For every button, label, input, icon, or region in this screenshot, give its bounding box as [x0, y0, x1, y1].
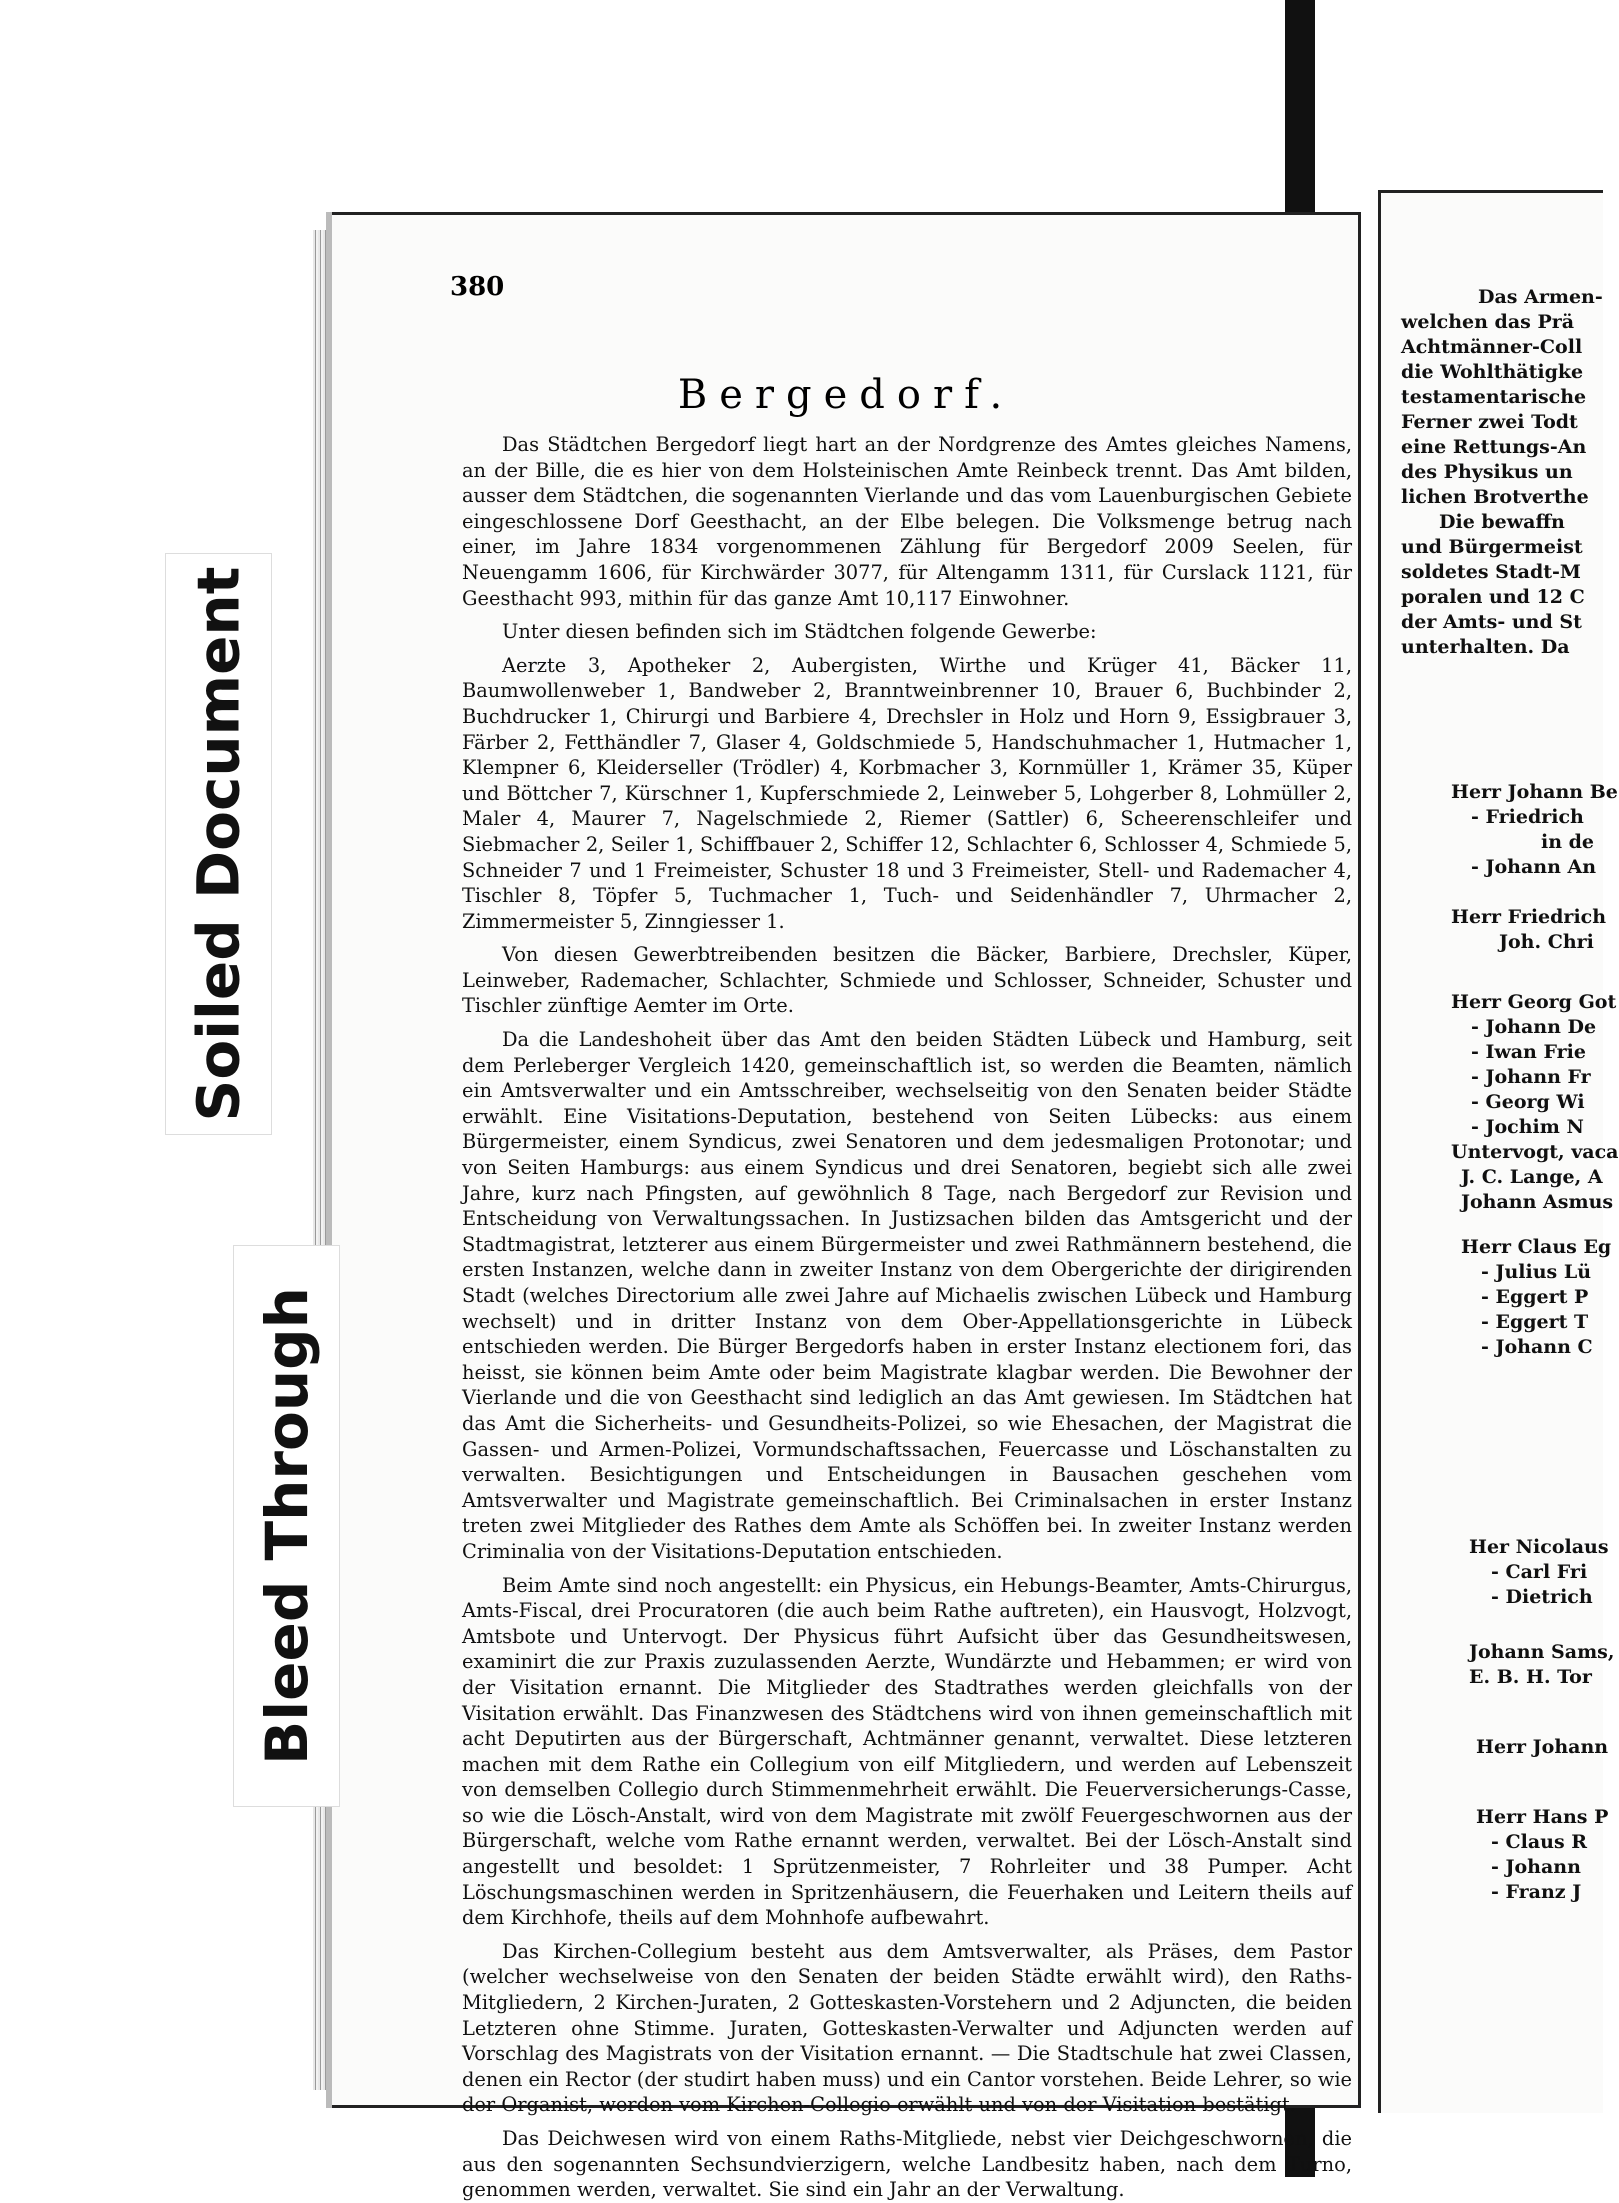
right-page-line: eine Rettungs-An — [1401, 436, 1587, 458]
right-page-line: - Johann — [1491, 1856, 1581, 1878]
right-page-line: in de — [1541, 831, 1595, 853]
page-number: 380 — [450, 272, 505, 302]
right-page-line: der Amts- und St — [1401, 611, 1582, 633]
paragraph-church: Das Kirchen-Collegium besteht aus dem Amtsverwalter, als Präses, dem Pastor (welcher wechselweise von den Senaten der beiden Städte erwählt wird), den Raths-Mitgliedern, 2 Kirchen-Juraten, 2 Gotteskasten-Vorstehern und 2 Adjuncten, die beiden Letzteren ohne Stimme. Juraten, Gotteskasten-Verwalter und Adjuncten werden auf Vorschlag des Magistrats von der Visitation ernannt. — Die Stadtschule hat zwei Classen, denen ein Rector (der studirt haben muss) und ein Cantor vorstehen. Beide Lehrer, so wie der Organist, werden vom Kirchen-Collegio erwählt und von der Visitation bestätigt. — [462, 1939, 1352, 2117]
right-page-line: Achtmänner-Coll — [1401, 336, 1583, 358]
right-page-line: Johann Sams, — [1469, 1641, 1615, 1663]
right-page-line: Herr Georg Got — [1451, 991, 1617, 1013]
right-page-line: - Carl Fri — [1491, 1561, 1588, 1583]
right-page-line: des Physikus un — [1401, 461, 1573, 483]
body-text — [462, 432, 1352, 2203]
right-page-line: soldetes Stadt-M — [1401, 561, 1581, 583]
right-page-line: Das Armen- — [1478, 286, 1603, 308]
right-page-line: testamentarische — [1401, 386, 1587, 408]
right-page-line: - Eggert P — [1481, 1286, 1589, 1308]
right-page-line: die Wohlthätigke — [1401, 361, 1584, 383]
bleed-through-text: Bleed Through — [252, 1287, 321, 1765]
right-page-line: Ferner zwei Todt — [1401, 411, 1578, 433]
right-page-line: - Johann De — [1471, 1016, 1597, 1038]
right-page-line: unterhalten. Da — [1401, 636, 1570, 658]
right-page-line: - Jochim N — [1471, 1116, 1584, 1138]
right-page-line: - Julius Lü — [1481, 1261, 1592, 1283]
bleed-through-label — [233, 1245, 340, 1807]
page-title: Bergedorf. — [677, 372, 1015, 418]
paragraph-trades-list: Aerzte 3, Apotheker 2, Aubergisten, Wirthe und Krüger 41, Bäcker 11, Baumwollenweber 1, Bandweber 2, Branntweinbrenner 10, Brauer 6, Buchbinder 2, Buchdrucker 1, Chirurgi und Barbiere 4, Drechsler in Holz und Horn 9, Essigbrauer 3, Färber 2, Fetthändler 7, Glaser 4, Goldschmiede 5, Handschuhmacher 1, Hutmacher 1, Klempner 6, Kleiderseller (Trödler) 4, Korbmacher 3, Kornmüller 1, Krämer 35, Küper und Böttcher 7, Kürschner 1, Kupferschmiede 2, Leinweber 5, Lohgerber 8, Lohmüller 2, Maler 4, Maurer 7, Nagelschmiede 2, Riemer (Sattler) 6, Scheerenschleifer und Siebmacher 2, Seiler 1, Schiffbauer 2, Schiffer 12, Schlachter 6, Schlosser 4, Schmiede 5, Schneider 7 und 1 Freimeister, Schuster 18 und 3 Freimeister, Stell- und Rademacher 4, Tischler 8, Töpfer 5, Tuchmacher 1, Tuch- und Seidenhändler 7, Uhrmacher 2, Zimmermeister 5, Zinngiesser 1. — [462, 653, 1352, 933]
right-page-line: poralen und 12 C — [1401, 586, 1585, 608]
paragraph-trades-heading: Unter diesen befinden sich im Städtchen folgende Gewerbe: — [502, 620, 1097, 644]
right-page-line: Herr Friedrich — [1451, 906, 1607, 928]
right-page — [1378, 190, 1619, 2113]
right-page-line: und Bürgermeist — [1401, 536, 1583, 558]
right-page-line: Die bewaffn — [1439, 511, 1565, 533]
right-page-line: Untervogt, vaca — [1451, 1141, 1619, 1163]
right-page-line: Herr Hans P — [1476, 1806, 1609, 1828]
right-page-line: - Iwan Frie — [1471, 1041, 1586, 1063]
right-page-line: - Johann C — [1481, 1336, 1593, 1358]
paragraph-sovereignty: Da die Landeshoheit über das Amt den beiden Städten Lübeck und Hamburg, seit dem Perleberger Vergleich 1420, gemeinschaftlich ist, so werden die Beamten, nämlich ein Amtsverwalter und ein Amtsschreiber, wechselseitig von den Senaten beider Städte erwählt. Eine Visitations-Deputation, bestehend von Seiten Lübecks: aus einem Bürgermeister, einem Syndicus, zwei Senatoren und dem jedesmaligen Protonotar; und von Seiten Hamburgs: aus einem Syndicus und drei Senatoren, begiebt sich alle zwei Jahre, kurz nach Pfingsten, auf gewöhnlich 8 Tage, nach Bergedorf zur Revision und Entscheidung von Verwaltungssachen. In Justizsachen bilden das Amtsgericht und der Stadtmagistrat, letzterer aus einem Bürgermeister und zwei Rathmännern bestehend, die ersten Instanzen, welche dann in zweiter Instanz von dem Obergerichte der dirigirenden Stadt (welches Directorium alle zwei Jahre auf Michaelis zwischen Lübeck und Hamburg wechselt) und in dritter Instanz von dem Ober-Appellationsgerichte in Lübeck entschieden werden. Die Bürger Bergedorfs haben in erster Instanz electionem fori, das heisst, sie können beim Amte oder beim Magistrate klagbar werden. Die Bewohner der Vierlande und die von Geesthacht sind lediglich an das Amt gewiesen. Im Städtchen hat das Amt die Sicherheits- und Gesundheits-Polizei, so wie Ehesachen, der Magistrat die Gassen- und Armen-Polizei, Vormundschaftssachen, Feuercasse und Löschanstalten zu verwalten. Besichtigungen und Entscheidungen in Bausachen geschehen vom Amtsverwalter und Magistrate gemeinschaftlich. Bei Criminalsachen in erster Instanz treten zwei Mitglieder des Rathes dem Amte als Schöffen bei. In zweiter Instanz werden Criminalia von der Visitations-Deputation entschieden. — [462, 1028, 1352, 1563]
paragraph-intro: Das Städtchen Bergedorf liegt hart an der Nordgrenze des Amtes gleiches Namens, an der Bille, die es hier von dem Holsteinischen Amte Reinbeck trennt. Das Amt bilden, ausser dem Städtchen, die sogenannten Vierlande und das vom Lauenburgischen Gebiete eingeschlossene Dorf Geesthacht, an der Elbe belegen. Die Volksmenge betrug nach einer, im Jahre 1834 vorgenommenen Zählung für Bergedorf 2009 Seelen, für Neuengamm 1606, für Kirchwärder 3077, für Altengamm 1311, für Curslack 1121, für Geesthacht 993, mithin für das ganze Amt 10,117 Einwohner. — [462, 433, 1352, 610]
paragraph-guilds: Von diesen Gewerbtreibenden besitzen die Bäcker, Barbiere, Drechsler, Küper, Leinweber, Rademacher, Schlachter, Schmiede und Schlosser, Schneider, Schuster und Tischler zünftige Aemter im Orte. — [462, 943, 1352, 1018]
paragraph-officials: Beim Amte sind noch angestellt: ein Physicus, ein Hebungs-Beamter, Amts-Chirurgus, Amts-Fiscal, drei Procuratoren (die auch beim Rathe auftreten), ein Hausvogt, Holzvogt, Amtsbote und Untervogt. Der Physicus führt Aufsicht über das Gesundheitswesen, examinirt die zur Praxis zuzulassenden Aerzte, Wundärzte und Hebammen; er wird von der Visitation ernannt. Die Mitglieder des Stadtrathes werden gleichfalls von der Visitation erwählt. Das Finanzwesen des Städtchens wird von ihnen gemeinschaftlich mit acht Deputirten aus der Bürgerschaft, Achtmänner genannt, verwaltet. Diese letzteren machen mit dem Rathe ein Collegium von eilf Mitgliedern, und werden auf Lebenszeit von demselben Collegio durch Stimmenmehrheit erwählt. Die Feuerversicherungs-Casse, so wie die Lösch-Anstalt, wird von dem Magistrate mit zwölf Feuergeschwornen aus der Bürgerschaft, welche vom Rathe ernannt werden, verwaltet. Bei der Lösch-Anstalt sind angestellt und besoldet: 1 Sprützenmeister, 7 Rohrleiter und 38 Pumper. Acht Löschungsmaschinen werden in Spritzenhäusern, die Feuerhaken und Leitern theils auf dem Kirchhofe, theils auf dem Mohnhofe aufbewahrt. — [462, 1573, 1352, 1930]
right-page-line: Johann Asmus — [1461, 1191, 1614, 1213]
soiled-document-text: Soiled Document — [184, 566, 253, 1122]
right-page-line: - Georg Wi — [1471, 1091, 1585, 1113]
right-page-line: - Eggert T — [1481, 1311, 1589, 1333]
right-page-line: J. C. Lange, A — [1461, 1166, 1603, 1188]
right-page-line: - Claus R — [1491, 1831, 1588, 1853]
right-page-line: Herr Johann Be — [1451, 781, 1618, 803]
right-page-line: Herr Claus Eg — [1461, 1236, 1612, 1258]
paragraph-dikes: Das Deichwesen wird von einem Raths-Mitgliede, nebst vier Deichgeschwornen, die aus den sogenannten Sechsundvierzigern, welche Landbesitz haben, nach dem Turno, genommen werden, verwaltet. Sie sind ein Jahr an der Verwaltung. — [462, 2127, 1352, 2202]
right-page-line: Herr Johann — [1476, 1736, 1609, 1758]
right-page-line: lichen Brotverthe — [1401, 486, 1589, 508]
right-page-line: Joh. Chri — [1499, 931, 1594, 953]
right-page-line: - Franz J — [1491, 1881, 1582, 1903]
right-page-line: - Johann Fr — [1471, 1066, 1591, 1088]
right-page-line: welchen das Prä — [1401, 311, 1575, 333]
right-page-line: - Friedrich — [1471, 806, 1584, 828]
right-page-line: Her Nicolaus — [1469, 1536, 1609, 1558]
right-page-line: - Dietrich — [1491, 1586, 1593, 1608]
soiled-document-label — [165, 553, 272, 1135]
right-page-line: - Johann An — [1471, 856, 1597, 878]
right-page-line: E. B. H. Tor — [1469, 1666, 1592, 1688]
